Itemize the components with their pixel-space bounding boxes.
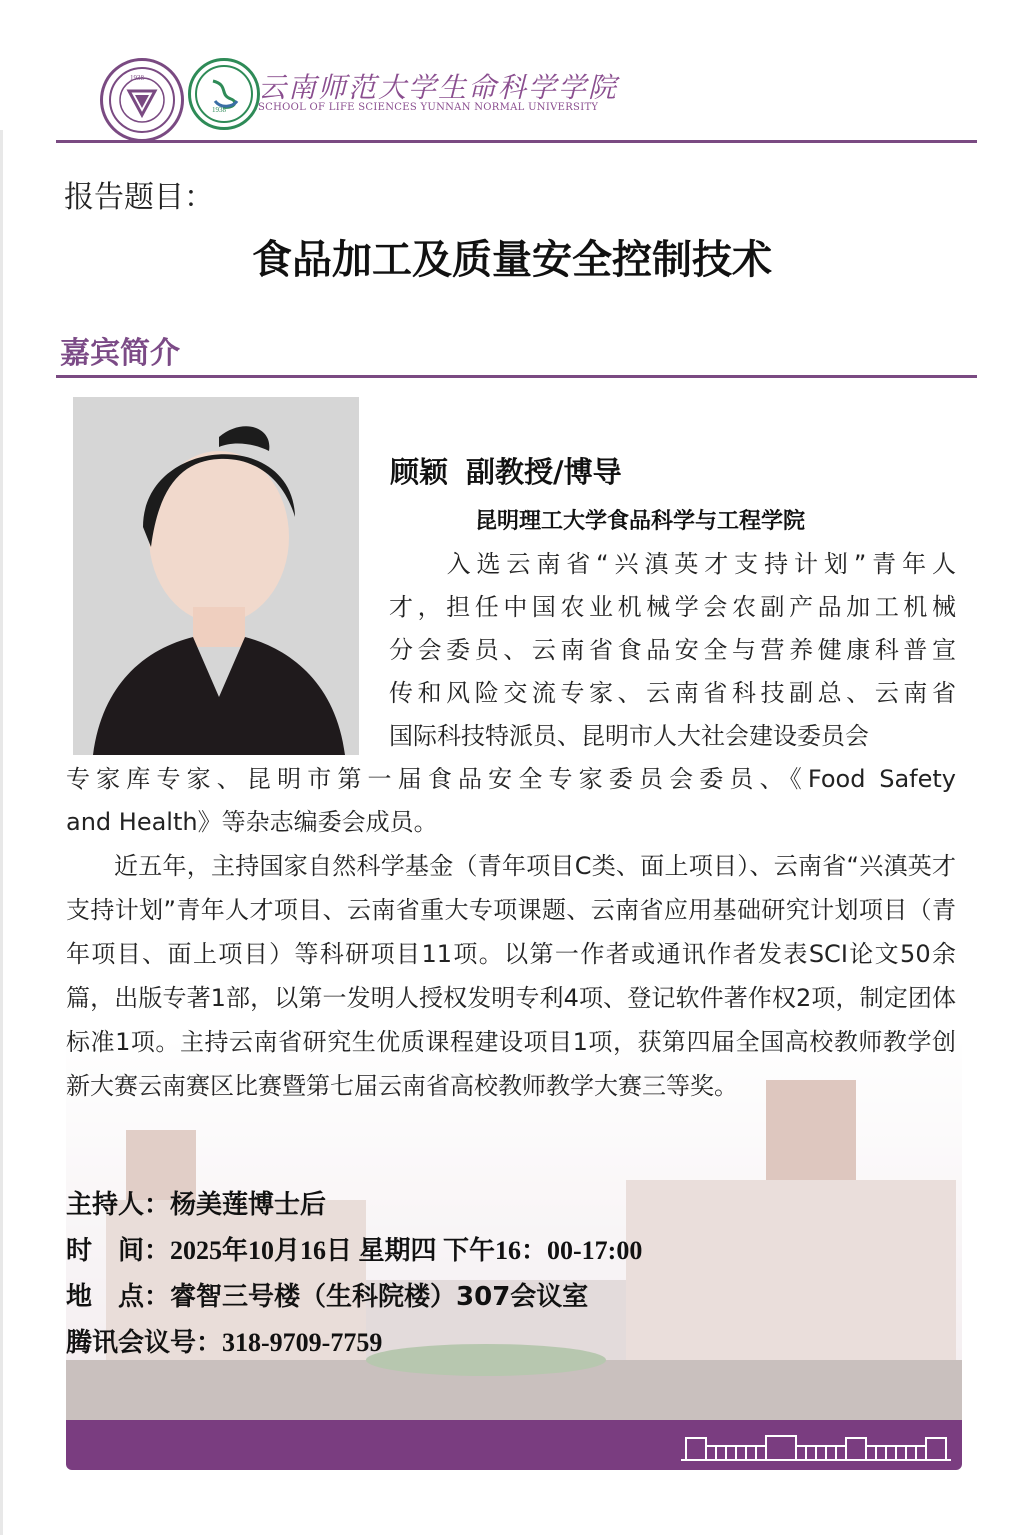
host-line [66, 1184, 326, 1221]
place-value: 睿智三号楼（生科院楼）307会议室 [170, 1282, 589, 1312]
bio-paragraph-1-part-a [389, 543, 956, 758]
school-name-en: SCHOOL OF LIFE SCIENCES YUNNAN NORMAL UNIVERSITY [258, 102, 599, 113]
school-emblem-graphic [193, 63, 255, 125]
meeting-label: 腾讯会议号： [66, 1328, 223, 1358]
university-seal-year: 1938 [130, 74, 144, 82]
speaker-name: 顾颖 [390, 455, 449, 489]
university-seal-icon [100, 58, 184, 142]
bio-line: 才，担任中国农业机械学会农副产品加工机械 [389, 593, 956, 621]
time-label: 时 间： [66, 1236, 171, 1266]
topic-label: 报告题目： [64, 180, 214, 215]
bio-line: and Health》等杂志编委会成员。 [66, 808, 438, 836]
section-title: 嘉宾简介 [60, 336, 180, 371]
meeting-line [66, 1322, 382, 1359]
speaker-position: 副教授/博导 [466, 455, 622, 489]
bio-line: 国际科技特派员、昆明市人大社会建设委员会 [389, 722, 869, 750]
page-edge-line [0, 130, 3, 1535]
speaker-photo [73, 397, 359, 755]
place-label: 地 点： [66, 1282, 171, 1312]
report-title: 食品加工及质量安全控制技术 [252, 237, 772, 283]
speaker-portrait-graphic [73, 397, 359, 755]
bio-line: 传和风险交流专家、云南省科技副总、云南省 [389, 679, 956, 707]
speaker-name-line [390, 450, 622, 491]
host-value: 杨美莲博士后 [170, 1190, 327, 1220]
time-line [66, 1230, 642, 1267]
bio-line: 入选云南省“兴滇英才支持计划”青年人 [446, 550, 956, 578]
school-emblem-year: 1938 [212, 106, 226, 114]
time-value: 2025年10月16日 星期四 下午16：00-17:00 [170, 1236, 643, 1265]
footer-gate-icon [66, 1420, 962, 1470]
bio-paragraph-2: 近五年，主持国家自然科学基金（青年项目C类、面上项目）、云南省“兴滇英才支持计划”青年人才项目、云南省重大专项课题、云南省应用基础研究计划项目（青年项目、面上项目）等科研项目11项。以第一作者或通讯作者发表SCI论文50余篇，出版专著1部，以第一发明人授权发明专利4项、登记软件著作权2项，制定团体标准1项。主持云南省研究生优质课程建设项目1项，获第四届全国高校教师教学创新大赛云南赛区比赛暨第七届云南省高校教师教学大赛三等奖。 [66, 852, 956, 1100]
footer-bar [66, 1420, 962, 1470]
header-divider [56, 140, 977, 143]
section-divider [56, 375, 977, 378]
meeting-id: 318-9709-7759 [222, 1328, 383, 1357]
bio-paragraph-1-part-b [66, 758, 956, 844]
host-label: 主持人： [66, 1190, 171, 1220]
school-name-cn: 云南师范大学生命科学学院 [258, 71, 619, 104]
school-emblem-icon [188, 58, 260, 130]
speaker-institution: 昆明理工大学食品科学与工程学院 [475, 509, 806, 534]
bio-line: 专家库专家、昆明市第一届食品安全专家委员会委员、《Food Safety [66, 765, 956, 793]
bio-line: 分会委员、云南省食品安全与营养健康科普宣 [389, 636, 956, 664]
place-line [66, 1276, 588, 1313]
